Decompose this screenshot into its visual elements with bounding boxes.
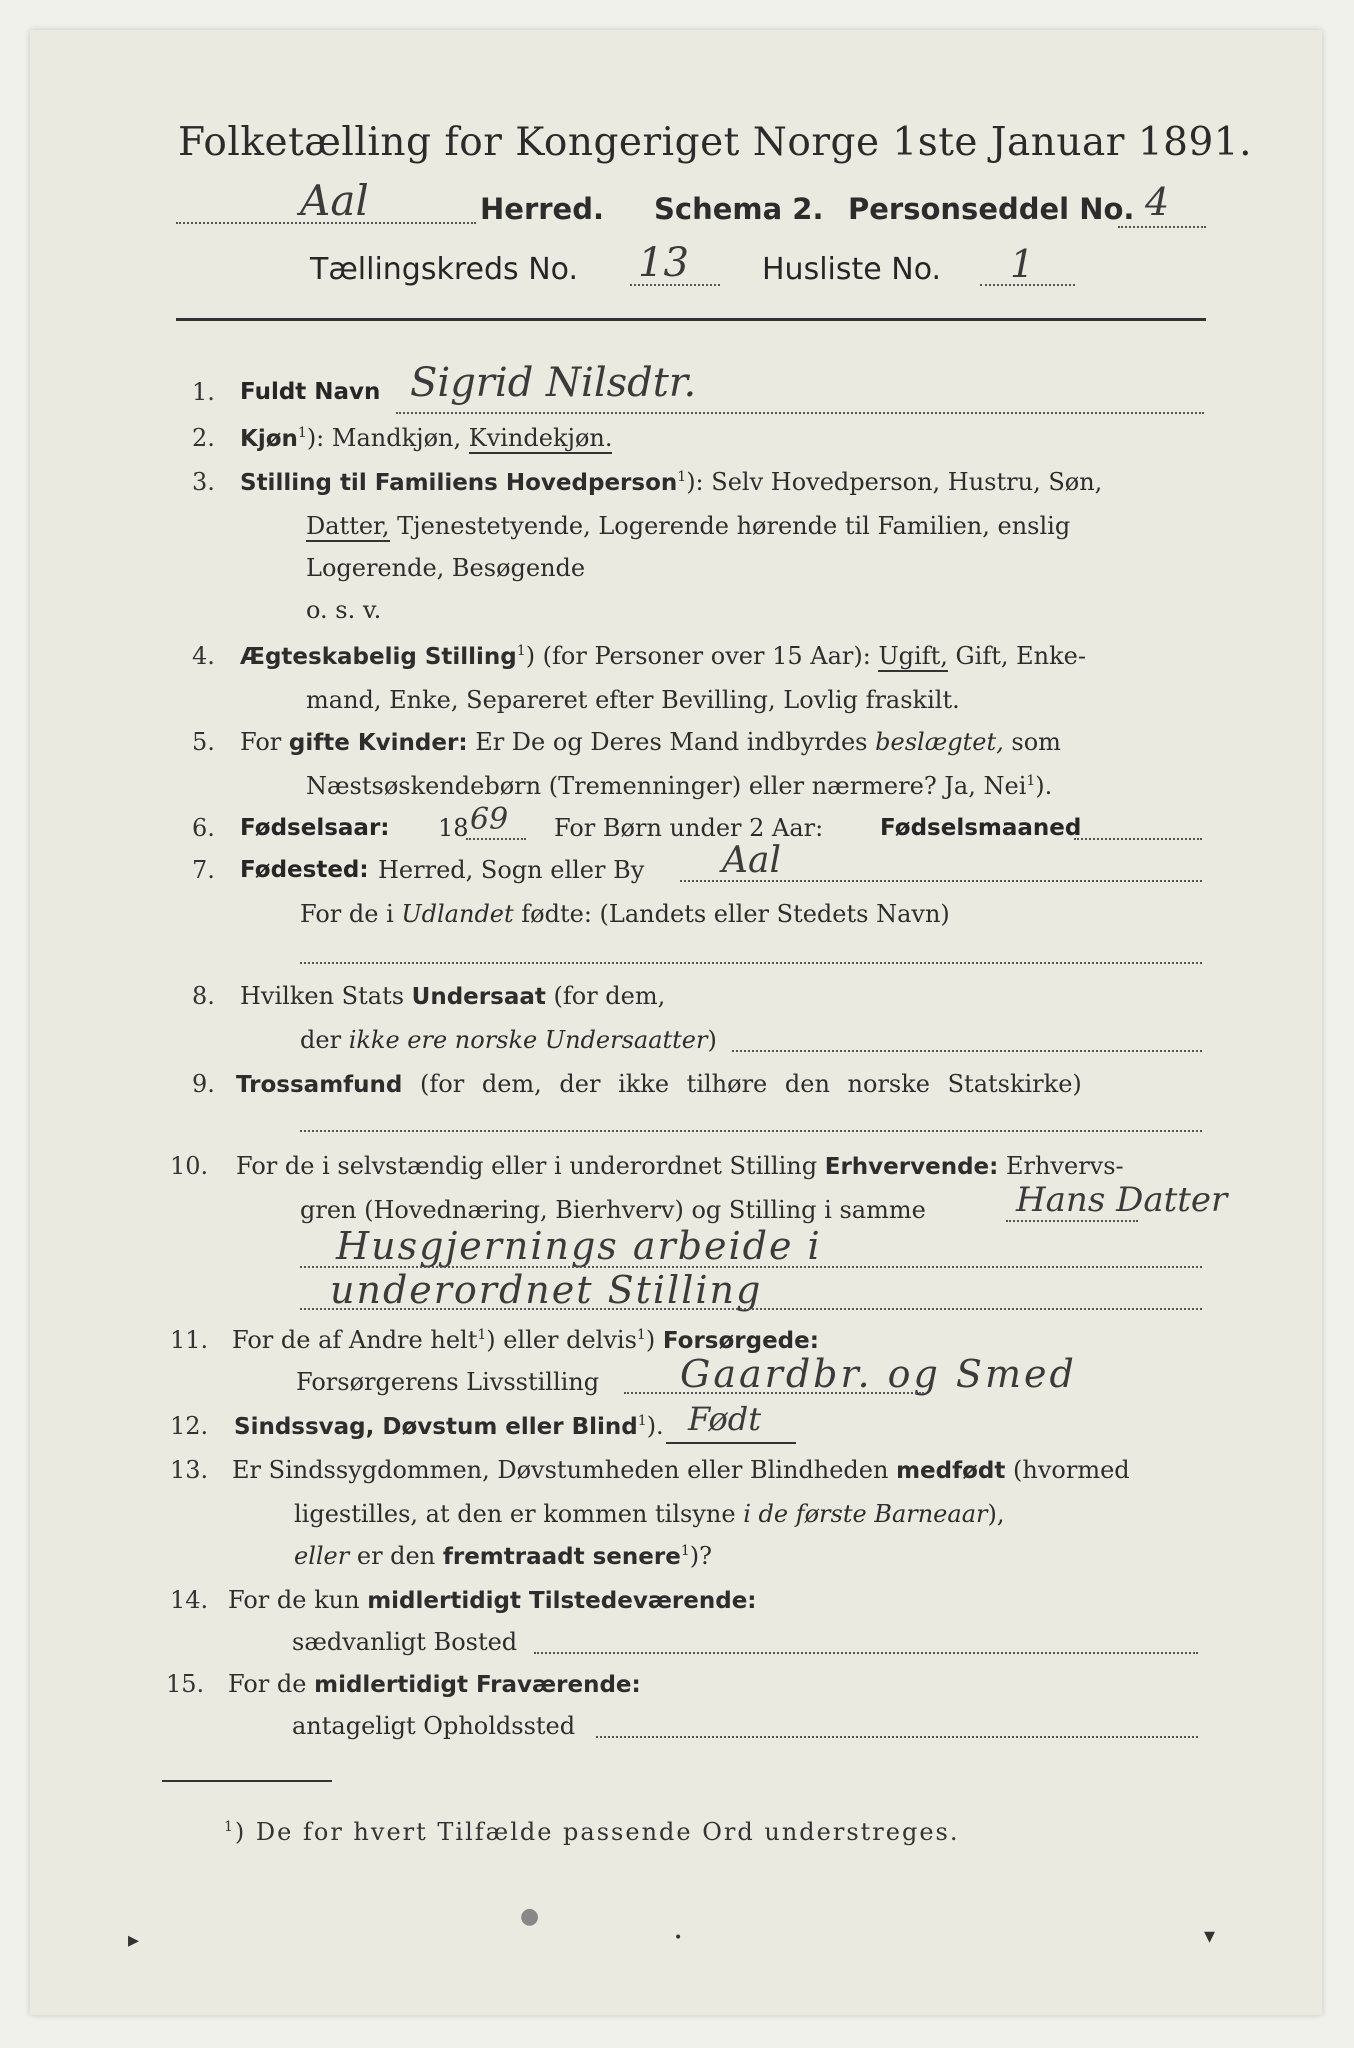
q15-label: midlertidigt Fraværende: bbox=[314, 1672, 641, 1698]
q3-text-2: Tjenestetyende, Logerende hørende til Familien, enslig bbox=[397, 512, 1071, 540]
q8-line-1 bbox=[240, 982, 665, 1010]
bottom-mark-1: ▸ bbox=[128, 1928, 140, 1953]
q13-text-6: )? bbox=[689, 1542, 712, 1570]
q5-italic: beslægtet, bbox=[875, 728, 1004, 756]
husliste-value: 1 bbox=[1010, 242, 1035, 286]
q7-text-2: For de i bbox=[300, 900, 394, 928]
q10-text-2: Erhvervs- bbox=[1005, 1152, 1124, 1180]
q15-text-2: antageligt Opholdssted bbox=[292, 1712, 576, 1740]
q11-text-3: ) bbox=[645, 1326, 656, 1354]
q8-text-4: ) bbox=[707, 1026, 717, 1054]
q14-number: 14. bbox=[170, 1586, 209, 1614]
q5-line-1 bbox=[240, 728, 1061, 756]
q3-text-1: ): Selv Hovedperson, Hustru, Søn, bbox=[686, 468, 1103, 496]
q15-text-1: For de bbox=[228, 1670, 307, 1698]
q4-line-1 bbox=[240, 642, 1086, 670]
q11-sup-2: 1 bbox=[636, 1327, 646, 1343]
q9-number: 9. bbox=[192, 1070, 215, 1098]
q13-line-3 bbox=[294, 1542, 712, 1570]
q2-number: 2. bbox=[192, 424, 215, 452]
q8-dotted-line bbox=[732, 1050, 1202, 1052]
husliste-label: Husliste No. bbox=[762, 252, 942, 287]
q11-text-2: ) eller delvis bbox=[486, 1326, 637, 1354]
q8-text-3: der bbox=[300, 1026, 342, 1054]
herred-label: Herred. bbox=[480, 192, 604, 226]
q4-text-1: ) (for Personer over 15 Aar): bbox=[525, 642, 871, 670]
q12-number: 12. bbox=[170, 1412, 209, 1440]
q12-line-1 bbox=[234, 1412, 664, 1440]
personseddel-value: 4 bbox=[1145, 180, 1170, 224]
q12-underline bbox=[666, 1442, 796, 1444]
q2-sup: 1 bbox=[297, 425, 307, 441]
q7-text-3: fødte: (Landets eller Stedets Navn) bbox=[521, 900, 950, 928]
q11-line-1 bbox=[232, 1326, 819, 1354]
q3-text-4: o. s. v. bbox=[306, 596, 382, 624]
q14-line-1 bbox=[228, 1586, 757, 1614]
q4-text-3: mand, Enke, Separeret efter Bevilling, Lovlig fraskilt. bbox=[306, 686, 960, 714]
q6-number: 6. bbox=[192, 814, 215, 842]
q4-ugift: Ugift, bbox=[878, 642, 948, 670]
q6-label-2: Fødselsmaaned bbox=[880, 815, 1082, 841]
q14-label: midlertidigt Tilstedeværende: bbox=[367, 1588, 757, 1614]
q13-italic-2: eller bbox=[294, 1542, 350, 1570]
footnote bbox=[224, 1818, 959, 1846]
q1-dotted-line bbox=[396, 412, 1204, 414]
q11-label: Forsørgede: bbox=[662, 1328, 819, 1354]
q10-label: Erhvervende: bbox=[824, 1154, 999, 1180]
q6-month-dotted-line bbox=[1074, 838, 1202, 840]
q6-text-1: For Børn under 2 Aar: bbox=[554, 814, 824, 842]
q10-value-3: underordnet Stilling bbox=[330, 1268, 763, 1312]
q13-sup: 1 bbox=[680, 1543, 690, 1559]
husliste-dotted-line bbox=[980, 284, 1075, 286]
q15-number: 15. bbox=[166, 1670, 205, 1698]
q15-line-1 bbox=[228, 1670, 641, 1698]
q10-value-2: Husgjernings arbeide i bbox=[336, 1224, 822, 1268]
header-divider bbox=[176, 318, 1206, 321]
q11-text-4: Forsørgerens Livsstilling bbox=[296, 1368, 600, 1396]
q4-number: 4. bbox=[192, 642, 215, 670]
footnote-sup: 1 bbox=[224, 1819, 235, 1835]
q3-number: 3. bbox=[192, 468, 215, 496]
q2-text-a: ): Mandkjøn, bbox=[306, 424, 462, 452]
q1-label: Fuldt Navn bbox=[240, 379, 381, 405]
q13-text-2: (hvormed bbox=[1013, 1456, 1130, 1484]
q7-text-1: Herred, Sogn eller By bbox=[378, 856, 645, 884]
q5-number: 5. bbox=[192, 728, 215, 756]
q13-label: medfødt bbox=[896, 1458, 1006, 1484]
kreds-value: 13 bbox=[638, 240, 689, 286]
herred-value: Aal bbox=[300, 176, 369, 225]
q8-text-1: Hvilken Stats bbox=[240, 982, 405, 1010]
q13-line-1 bbox=[232, 1456, 1130, 1484]
personseddel-label: Personseddel No. bbox=[848, 192, 1135, 226]
q7-number: 7. bbox=[192, 856, 215, 884]
q7-line-2 bbox=[300, 900, 950, 928]
bottom-mark-2: ● bbox=[520, 1904, 540, 1929]
q9-dotted-line bbox=[300, 1130, 1202, 1132]
q6-prefix: 18 bbox=[438, 814, 469, 842]
q5-text-4: Næstsøskendebørn (Tremenninger) eller nærmere? Ja, Nei bbox=[306, 772, 1027, 800]
q5-line-2 bbox=[306, 772, 1052, 800]
q3-label: Stilling til Familiens Hovedperson bbox=[240, 470, 678, 496]
q5-text-3: som bbox=[1011, 728, 1061, 756]
kreds-label: Tællingskreds No. bbox=[310, 252, 578, 287]
q6-value: 69 bbox=[470, 802, 509, 837]
q9-line-1 bbox=[236, 1070, 1082, 1098]
q14-dotted-line bbox=[534, 1652, 1198, 1654]
q7-italic: Udlandet bbox=[401, 900, 514, 928]
q5-label: gifte Kvinder: bbox=[288, 730, 468, 756]
q12-sup: 1 bbox=[637, 1413, 647, 1429]
q10-dotted-line-1 bbox=[1006, 1220, 1138, 1222]
q13-label-2: fremtraadt senere bbox=[442, 1544, 681, 1570]
q12-label: Sindssvag, Døvstum eller Blind bbox=[234, 1414, 638, 1440]
q10-line-1 bbox=[236, 1152, 1124, 1180]
q10-value-1: Hans Datter bbox=[1016, 1180, 1228, 1220]
q3-text-3: Logerende, Besøgende bbox=[306, 554, 586, 582]
q4-text-2: Gift, Enke- bbox=[955, 642, 1086, 670]
footnote-text: ) De for hvert Tilfælde passende Ord understreges. bbox=[234, 1818, 960, 1846]
q8-italic: ikke ere norske Undersaatter bbox=[348, 1026, 708, 1054]
q11-sup-1: 1 bbox=[477, 1327, 487, 1343]
q10-text-3: gren (Hovednæring, Bierhverv) og Stilling i samme bbox=[300, 1196, 926, 1224]
q10-dotted-line-3 bbox=[300, 1308, 1202, 1310]
q2-text-b: Kvindekjøn. bbox=[468, 424, 613, 452]
footnote-rule bbox=[162, 1780, 332, 1782]
q10-number: 10. bbox=[170, 1152, 209, 1180]
q5-text-2: Er De og Deres Mand indbyrdes bbox=[475, 728, 868, 756]
q13-text-1: Er Sindssygdommen, Døvstumheden eller Blindheden bbox=[232, 1456, 889, 1484]
q6-label: Fødselsaar: bbox=[240, 815, 390, 841]
q13-line-2 bbox=[294, 1500, 1004, 1528]
q3-line-1 bbox=[240, 468, 1102, 496]
q4-label: Ægteskabelig Stilling bbox=[240, 644, 517, 670]
q5-sup: 1 bbox=[1026, 773, 1036, 789]
q14-text-1: For de kun bbox=[228, 1586, 360, 1614]
q12-value: Født bbox=[688, 1400, 762, 1438]
q5-text-1: For bbox=[240, 728, 282, 756]
q2-line bbox=[240, 424, 612, 452]
q13-text-5: er den bbox=[356, 1542, 436, 1570]
personseddel-dotted-line bbox=[1118, 226, 1206, 228]
bottom-mark-4: ▾ bbox=[1204, 1924, 1216, 1949]
q9-label: Trossamfund bbox=[236, 1072, 403, 1098]
q11-dotted-line bbox=[624, 1392, 924, 1394]
q8-line-2 bbox=[300, 1026, 717, 1054]
q13-text-3: ligestilles, at den er kommen tilsyne bbox=[294, 1500, 736, 1528]
q10-text-1: For de i selvstændig eller i underordnet Stilling bbox=[236, 1152, 818, 1180]
q15-dotted-line bbox=[596, 1736, 1198, 1738]
q2-label: Kjøn bbox=[240, 426, 298, 452]
q7-dotted-line bbox=[680, 880, 1202, 882]
q14-text-2: sædvanligt Bosted bbox=[292, 1628, 518, 1656]
q11-value: Gaardbr. og Smed bbox=[680, 1352, 1077, 1396]
form-title: Folketælling for Kongeriget Norge 1ste Januar 1891. bbox=[178, 120, 1252, 165]
q3-sup: 1 bbox=[677, 469, 687, 485]
q7-label: Fødested: bbox=[240, 857, 369, 883]
q4-sup: 1 bbox=[516, 643, 526, 659]
q12-text-1: ). bbox=[646, 1412, 664, 1440]
q8-label: Undersaat bbox=[411, 984, 546, 1010]
kreds-dotted-line bbox=[630, 284, 720, 286]
q6-year-dotted-line bbox=[466, 838, 526, 840]
q1-number: 1. bbox=[192, 378, 215, 406]
q7-value: Aal bbox=[722, 840, 781, 881]
q7-abroad-dotted-line bbox=[300, 962, 1202, 964]
q5-text-5: ). bbox=[1035, 772, 1053, 800]
q13-italic-1: i de første Barneaar bbox=[743, 1500, 988, 1528]
q8-text-2: (for dem, bbox=[553, 982, 666, 1010]
q11-text-1: For de af Andre helt bbox=[232, 1326, 478, 1354]
q8-number: 8. bbox=[192, 982, 215, 1010]
q13-number: 13. bbox=[170, 1456, 209, 1484]
q1-value: Sigrid Nilsdtr. bbox=[410, 360, 697, 406]
schema-label: Schema 2. bbox=[654, 192, 824, 226]
q3-line-2 bbox=[306, 512, 1070, 540]
census-form-sheet bbox=[30, 30, 1322, 2015]
bottom-mark-3: • bbox=[674, 1930, 683, 1946]
q3-datter: Datter, bbox=[306, 512, 390, 540]
q9-text-1: (for dem, der ikke tilhøre den norske Statskirke) bbox=[420, 1070, 1082, 1098]
q11-number: 11. bbox=[170, 1326, 209, 1354]
q13-text-4: ), bbox=[987, 1500, 1005, 1528]
